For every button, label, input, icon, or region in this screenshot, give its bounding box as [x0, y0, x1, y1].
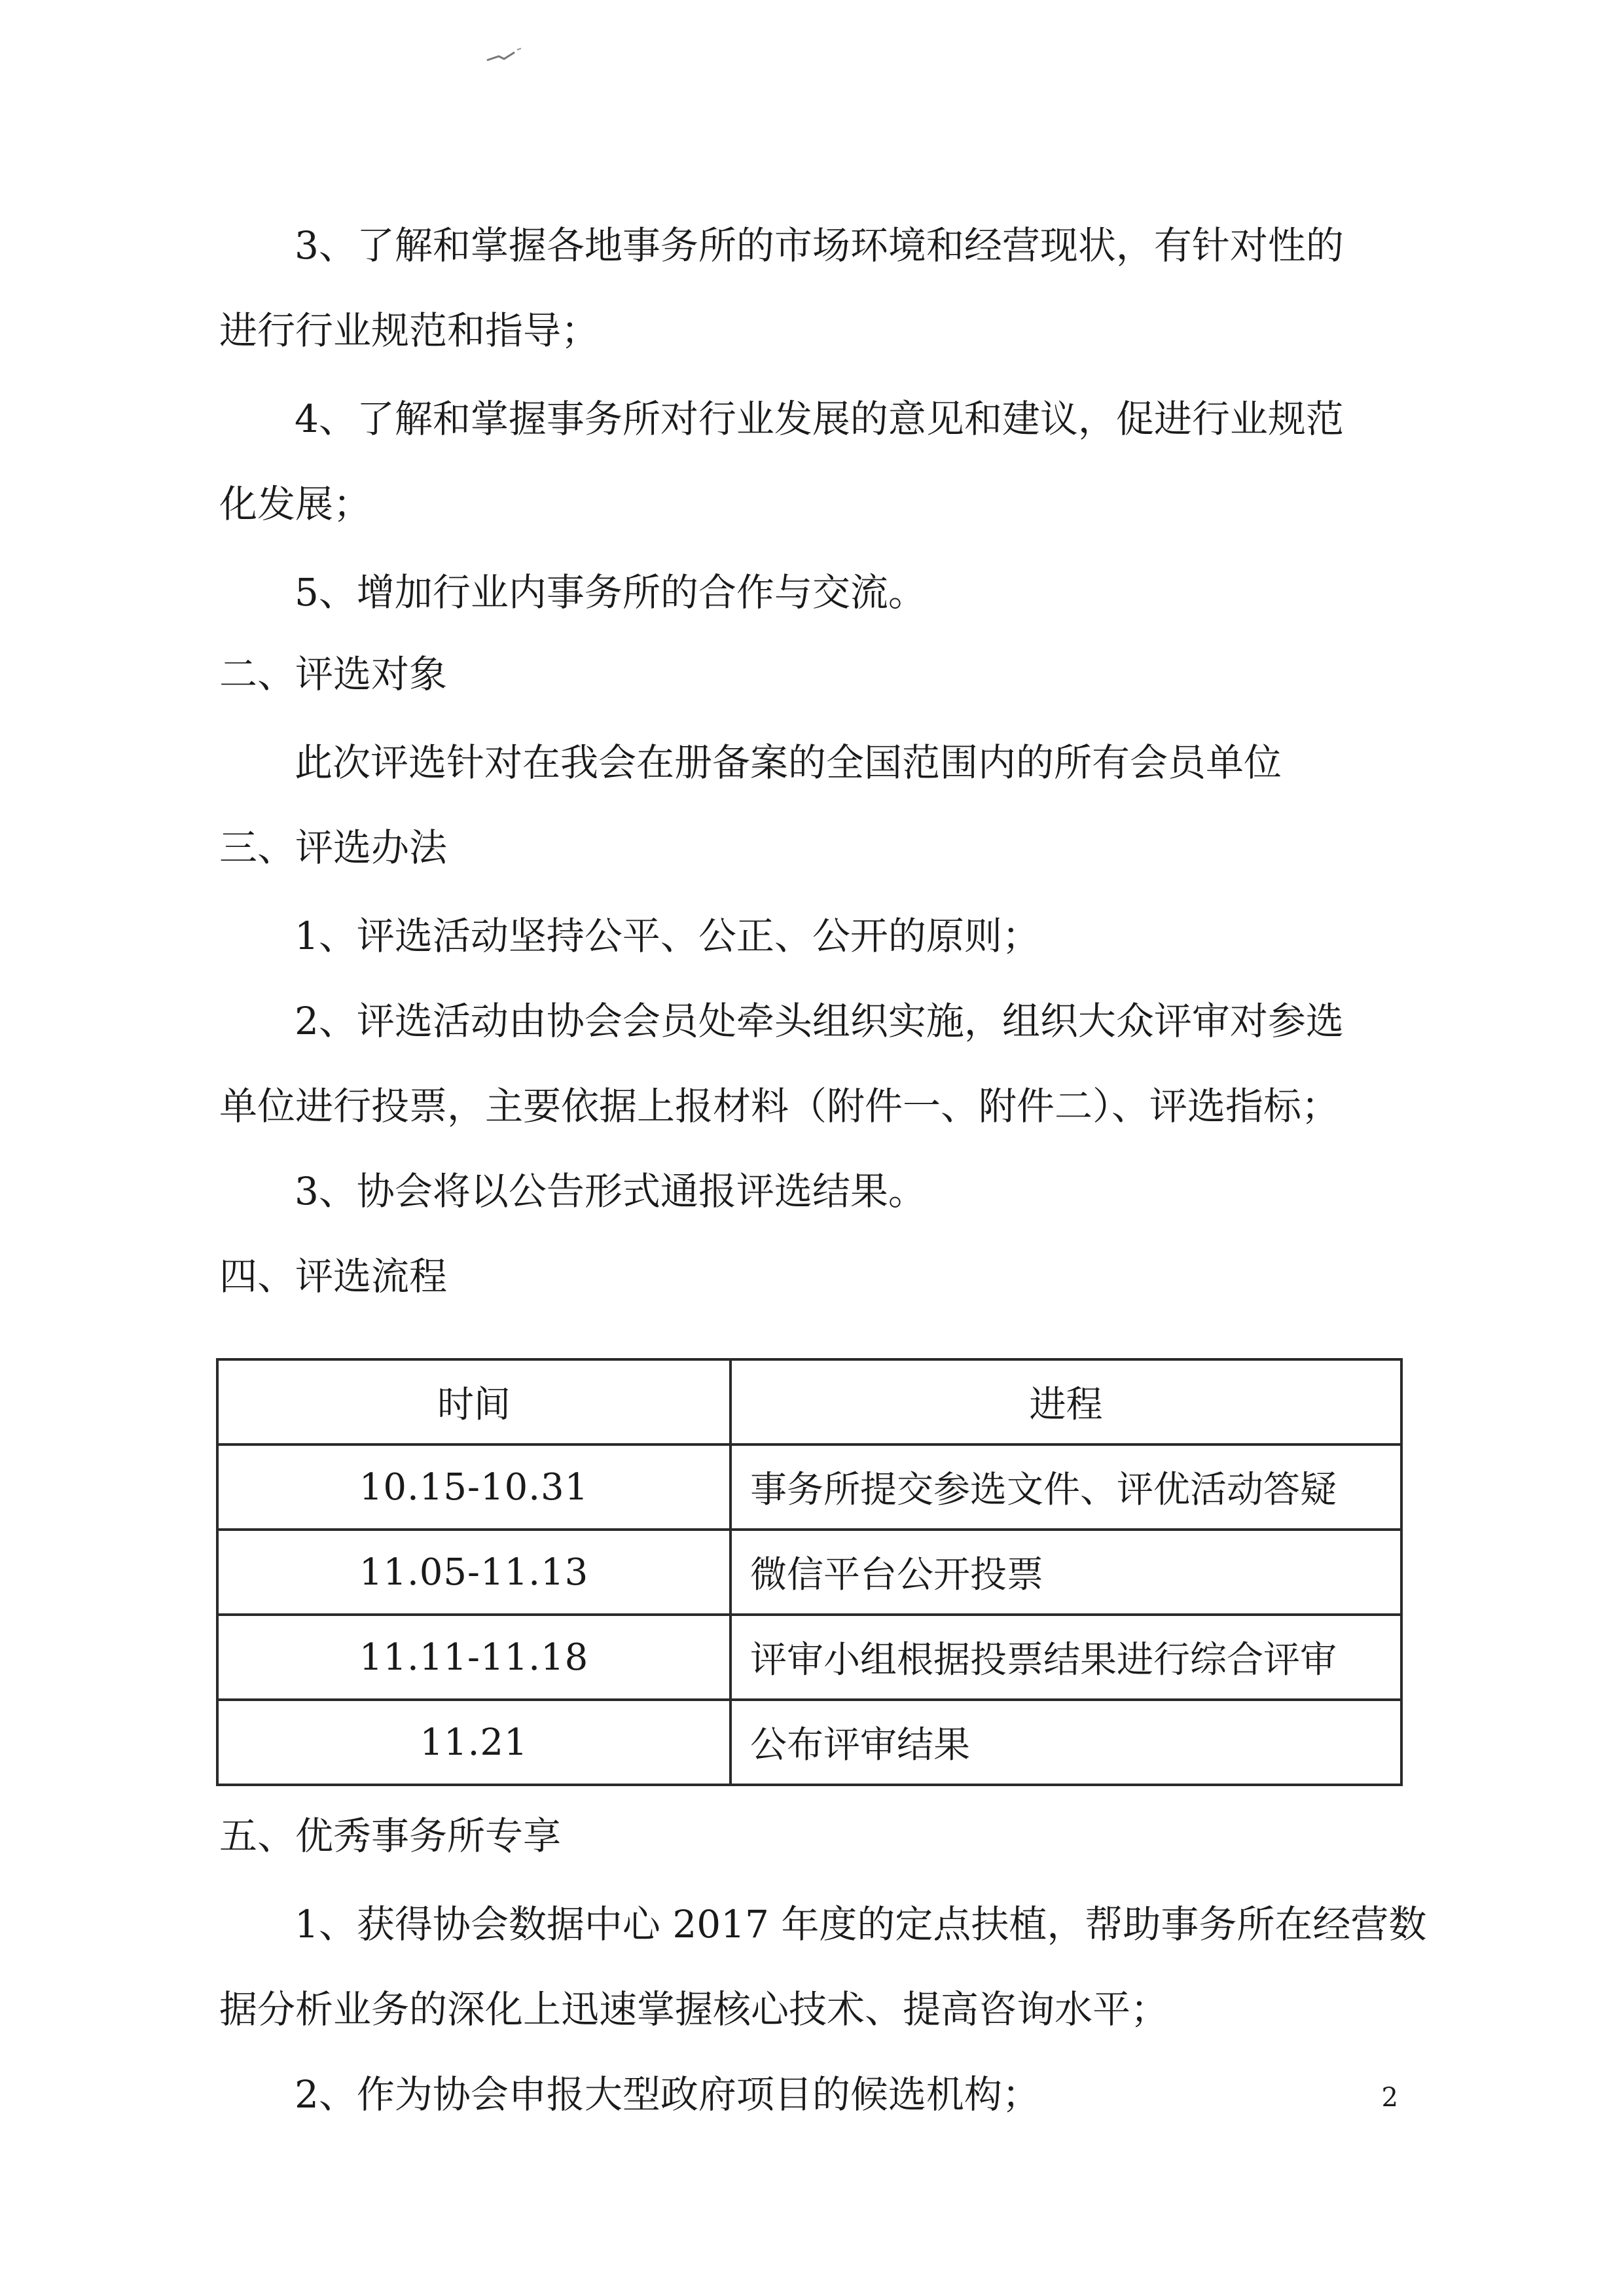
paragraph-3-line-2: 进行行业规范和指导； [219, 308, 600, 353]
paragraph-4-line-2: 化发展； [219, 482, 372, 526]
section-2-heading: 二、评选对象 [219, 652, 448, 696]
paragraph-3-line-1: 3、了解和掌握各地事务所的市场环境和经营现状，有针对性的 [295, 223, 1344, 268]
section-5-item-1-line-1: 1、获得协会数据中心 2017 年度的定点扶植，帮助事务所在经营数 [295, 1902, 1427, 1946]
time-cell: 11.05-11.13 [217, 1530, 731, 1615]
table-row [217, 1444, 1401, 1530]
time-cell: 11.11-11.18 [217, 1615, 731, 1700]
column-header-time: 时间 [217, 1359, 731, 1444]
section-3-heading: 三、评选办法 [219, 825, 448, 870]
column-header-progress: 进程 [731, 1359, 1401, 1444]
section-3-item-2-line-2: 单位进行投票，主要依据上报材料（附件一、附件二）、评选指标； [219, 1084, 1340, 1128]
table-row [217, 1530, 1401, 1615]
task-cell: 公布评审结果 [731, 1700, 1401, 1785]
table-row [217, 1615, 1401, 1700]
paragraph-4-line-1: 4、了解和掌握事务所对行业发展的意见和建议，促进行业规范 [295, 397, 1344, 441]
table-header-row [217, 1359, 1401, 1444]
section-3-item-1: 1、评选活动坚持公平、公正、公开的原则； [295, 914, 1040, 958]
section-5-item-2: 2、作为协会申报大型政府项目的候选机构； [295, 2072, 1040, 2117]
scan-mark [484, 46, 524, 65]
task-cell: 事务所提交参选文件、评优活动答疑 [731, 1444, 1401, 1530]
section-5-item-1-line-2: 据分析业务的深化上迅速掌握核心技术、提高咨询水平； [219, 1987, 1169, 2032]
table-row [217, 1700, 1401, 1785]
page-number: 2 [1381, 2083, 1398, 2113]
task-cell: 微信平台公开投票 [731, 1530, 1401, 1615]
paragraph-5: 5、增加行业内事务所的合作与交流。 [295, 570, 926, 615]
task-cell: 评审小组根据投票结果进行综合评审 [731, 1615, 1401, 1700]
section-3-item-3: 3、协会将以公告形式通报评选结果。 [295, 1169, 926, 1213]
time-cell: 10.15-10.31 [217, 1444, 731, 1530]
section-3-item-2-line-1: 2、评选活动由协会会员处牵头组织实施，组织大众评审对参选 [295, 999, 1344, 1043]
section-5-heading: 五、优秀事务所专享 [219, 1814, 562, 1858]
time-cell: 11.21 [217, 1700, 731, 1785]
schedule-table [216, 1358, 1403, 1786]
section-2-text: 此次评选针对在我会在册备案的全国范围内的所有会员单位 [295, 740, 1282, 785]
section-4-heading: 四、评选流程 [219, 1254, 448, 1299]
